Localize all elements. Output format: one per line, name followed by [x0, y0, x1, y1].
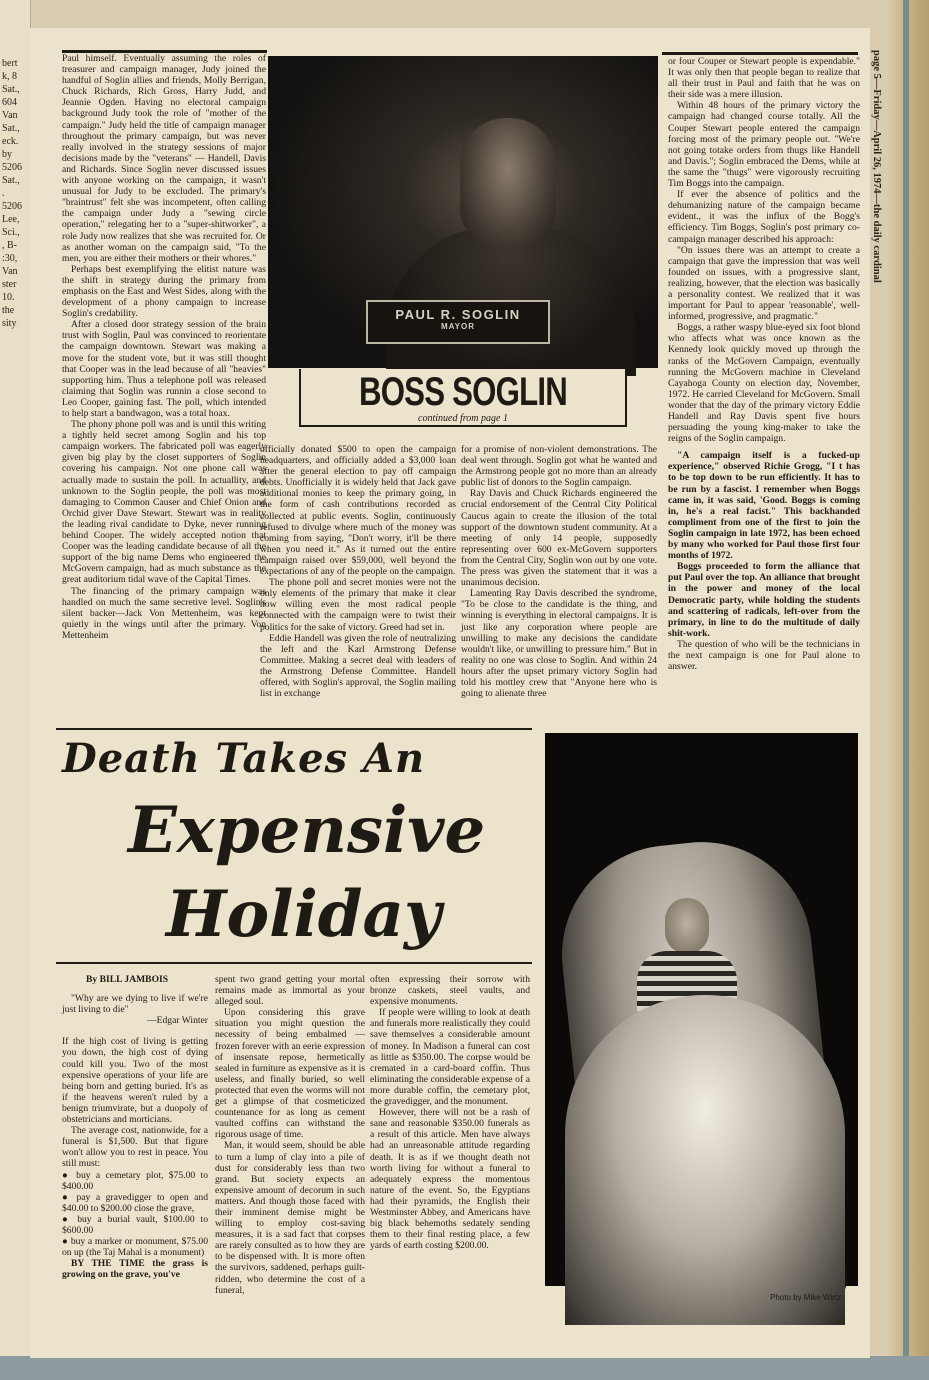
bullet-item: ● buy a cemetary plot, $75.00 to $400.00 — [62, 1169, 208, 1192]
edge-fragment: Sat., — [2, 175, 20, 186]
edge-fragment: Van — [2, 110, 18, 121]
folio-text: page 5—Friday—April 26, 1974—the daily cardinal — [871, 50, 882, 283]
edge-fragment: the — [2, 305, 15, 316]
edge-fragment: Sat., — [2, 84, 20, 95]
edge-fragment: . — [2, 188, 5, 199]
edge-fragment: by — [2, 149, 12, 160]
death-column-1 — [62, 974, 208, 1288]
death-column-3 — [370, 974, 530, 1288]
paragraph: If ever the absence of politics and the dehumanizing nature of the campaign became evident., it was the influx of the Bogg's efficiency. Tim Boggs, Soglin's post primary co-campaign manager described his approach: — [668, 189, 860, 245]
paragraph: Perhaps best exemplifying the elitist nature was the shift in strategy during the primary from emphasis on the East and West Sides, along with the development of a phony campaign to increase Soglin's credability. — [62, 263, 266, 320]
death-headline-line3: Holiday — [166, 877, 442, 952]
paragraph: Ray Davis and Chuck Richards engineered the crucial endorsement of the Central City Political Caucus again to create the illusion of the total support of the downtown student community. At a meeting of only 14 people, supposedly representing over 600 ex-McGovern supporters from the Central City, Soglin won out by one vote. The press was given the statement that it was a unanimous decision. — [461, 488, 657, 589]
rule — [662, 52, 858, 55]
soglin-photo — [268, 56, 658, 368]
boss-headline-box — [299, 369, 627, 427]
byline: By BILL JAMBOIS — [86, 974, 169, 985]
paragraph: The question of who will be the technicians in the next campaign is one for Paul alone to answer. — [668, 638, 860, 673]
boss-column-4 — [668, 56, 860, 718]
photo-credit: Photo by Mike Wirtz — [770, 1293, 842, 1302]
boss-column-3 — [461, 444, 657, 722]
epigraph-attribution: —Edgar Winter — [147, 1015, 208, 1027]
bullet-item: ● pay a gravedigger to open and $40.00 to $200.00 close the grave, — [62, 1191, 208, 1214]
bullet-item: ● buy a marker or monument, $75.00 on up (the Taj Mahal is a monument) — [62, 1236, 208, 1259]
boss-column-1 — [62, 53, 266, 719]
paragraph: The average cost, nationwide, for a funeral is $1,500. But that figure won't allow you to rest in peace. You still must: — [62, 1125, 208, 1170]
adjacent-page-edge — [0, 0, 31, 1380]
paragraph: If the high cost of living is getting you down, the high cost of dying could kill you. Two of the most expensive operations of your life are being born and getting buried. It's as if the heavens weren't ruled by a benign triumvirate, but a duopoly of obstetricians and morticians. — [62, 1036, 208, 1126]
edge-fragment: 5206 — [2, 162, 22, 173]
paragraph: BY THE TIME the grass is growing on the grave, you've — [62, 1258, 208, 1281]
paragraph: for a promise of non-violent demonstrations. The deal went through. Soglin got what he wanted and the Armstrong people got no more than an already public list of donors to the Soglin campaign. — [461, 444, 657, 489]
death-column-2 — [215, 974, 365, 1296]
edge-fragment: 604 — [2, 97, 17, 108]
edge-fragment: Van — [2, 266, 18, 277]
death-headline-line2: Expensive — [128, 793, 486, 868]
edge-fragment: bert — [2, 58, 18, 69]
edge-fragment: 10. — [2, 292, 15, 303]
paragraph: or four Couper or Stewart people is expendable." It was only then that people began to realize that all their trust in Paul and faith that he was on their side was a mere illusion. — [668, 56, 860, 101]
edge-fragment: Sat., — [2, 123, 20, 134]
paragraph: Man, it would seem, should be able to turn a lump of clay into a pile of dust for considerably less than two grand. But society expects an expensive amount of decorum in such matters. And though those faced with their imminent demise might be willing to employ cost-saving measures, it is a sad fact that corpses are rarely consulted as to how they are to be dispensed with. It is more often the survivors, saddened, perhaps guilt-ridden, who determine the cost of a funeral, — [215, 1140, 365, 1296]
paragraph: If people were willing to look at death and funerals more realistically they could save themselves a considerable amount of money. In Madison a funeral can cost as little as $350.00. The corpse would be cremated in a card-board coffin. Thus eliminating the considerable expense of a more durable coffin, the cemetary plot, the gravedigger, and the monument. — [370, 1007, 530, 1108]
rule — [56, 962, 532, 964]
nameplate — [366, 300, 550, 344]
edge-fragment: ster — [2, 279, 17, 290]
paragraph: The financing of the primary campaign was handled on much the same secretive level. Soglin's silent backer—Jack Von Mettenheim, was kept quietly in the wings until after the primary. Von Mettenheim — [62, 585, 266, 641]
paragraph: After a closed door strategy session of the brain trust with Soglin, Paul was convinced to reorientate the campaign downtown. Stewart was making a move for the student vote, but it was still thought that Cooper was in the lead because of all "heavies" supporting him. Thus a telephone poll was released claiming that Soglin was runnin a close second to Leo Cooper, gaining fast. The poll, which intended to help start a bandwagon, was a total hoax. — [62, 319, 266, 419]
paragraph: spent two grand getting your mortal remains made as immortal as your alleged soul. — [215, 974, 365, 1008]
paragraph: Lamenting Ray Davis described the syndrome, "To be close to the candidate is the thing, and winning is everything in electoral campaigns. It is just like any corporation where people are unwilling to make any decisions the candidate wouldn't like, or unwilling to pressure him." But in reality no one was close to Soglin. And within 24 hours after the upset primary victory Soglin had told his mottley crew that "Anyone here who is going to alienate three — [461, 588, 657, 700]
casket-photo — [545, 733, 858, 1286]
paragraph: Boggs, a rather waspy blue-eyed six foot blond who affects what was once known as the Kennedy look quickly moved up through the ranks of the McGovern Campaign, eventually running the McGovern machine in Cleveland Cayahoga County on election day, November, 1972. He carried Cleveland for McGovern. Small wonder that the day of the primary victory Eddie Handell and Ray Davis spent five hours persuading the young king-maker to take the reigns of the Soglin campaign. — [668, 322, 860, 445]
edge-fragment: , B- — [2, 240, 17, 251]
binding-edge — [889, 0, 929, 1380]
bullet-item: ● buy a burial vault, $100.00 to $600.00 — [62, 1213, 208, 1236]
paragraph: The phone poll and secret monies were not the only elements of the primary that make it clear how willing even the most radical people connected with the campaign were to twist their politics for the sake of victory. Greed had set in. — [260, 577, 456, 633]
nameplate-name: PAUL R. SOGLIN — [395, 307, 521, 322]
death-headline-line1: Death Takes An — [62, 735, 426, 782]
paragraph: officially donated $500 to open the campaign headquarters, and officially added a $3,000 loan after the general election to pay off campaign debts. Unofficially it is widely held that Jack gave additional monies to keep the primary going, in the form of cash contributions recorded as collected at public events. Soglin, continuously refused to divulge where much of the money was coming from saying, "Don't worry, it'll be there when you need it." As it turned out the entire campaign raised over $59,000, well beyond the expectations of any of the people on the campaign. — [260, 444, 456, 578]
edge-fragment: Sci., — [2, 227, 20, 238]
paragraph: Within 48 hours of the primary victory the campaign had changed course totally. All the Couper Stewart people entered the campaign forcing most of the primary people out. "We're not going totake orders from thugs like Handell and Davis."; Soglin embraced the Dems, while at the same the "thugs" were vigorously recruiting Tim Boggs into the campaign. — [668, 100, 860, 190]
page-folio — [868, 50, 882, 330]
boss-headline: BOSS SOGLIN — [358, 370, 568, 414]
rule — [56, 728, 532, 730]
paragraph: However, there will not be a rash of sane and reasonable $350.00 funerals as a result of this article. Men have always had an unreasonable attitude regarding death. It is as if we thought death not worth living for without a funeral to adequately express the momentous nature of the event. So, the Egyptians had their pyramids, the English their Westminster Abbey, and Americans have big black behemoths sedately sending them to their final resting place, a few yards of earth costing $200.00. — [370, 1107, 530, 1252]
edge-fragment: k, 8 — [2, 71, 17, 82]
paragraph: Upon considering this grave situation you might question the necessity of being embalmed — frozen forever with an eerie expression of insensate repose, hermetically sealed in furniture as expensive as it is useless, and finally buried, so well protected that even the worms will not get a glimpse of that cosmeticized countenance for as long as cement vaulted coffins can withstand the rigorous usage of time. — [215, 1007, 365, 1141]
paragraph: "On issues there was an attempt to create a campaign that gave the impression that was well founded on issues, with a progressive slant, realizing, however, that the election was basically a personality contest. We realized that it was important for Paul to appear 'reasonable', well-informed, progressive, and pragmatic." — [668, 244, 860, 323]
paragraph: Paul himself. Eventually assuming the roles of treasurer and campaign manager, Judy joined the handful of Soglin allies and friends, Molly Berrigan, Chuck Richards, Rich Gross, Harry Judd, and Jeannie Ogden. Having no electoral campaign background Judy took the role of "mother of the campaign." Judy held the title of campaign manager throughout the primary campaign, but was never really involved in the strategy sessions of major decisions made by the "veterans" — Handell, Davis and Richards. Since Soglin never discussed issues with anyone working on the campaign, it wasn't unusual for Judy to be excluded. The primary's "braintrust" felt she was incompetent, often calling the campaign under Judy a "sewing circle operation," relegating her to a "super-shitworker", a role Judy now realizes that she was recruited for. Or as another woman on the campaign said, "To the men, you are either their mothers or their whores." — [62, 53, 266, 264]
paragraph: Eddie Handell was given the role of neutralizing the left and the Karl Armstrong Defense Committee. Making a secret deal with leaders of the Armstrong Defense Committee. Handell offered, with Soglin's approval, the Soglin mailing list in exchange — [260, 632, 456, 700]
nameplate-title: MAYOR — [440, 322, 476, 331]
boss-column-2 — [260, 444, 456, 722]
edge-fragment: 5206 — [2, 201, 22, 212]
edge-fragment: eck. — [2, 136, 19, 147]
bottom-binding — [0, 1356, 929, 1380]
boss-subhead: continued from page 1 — [418, 413, 508, 424]
edge-fragment: :30, — [2, 253, 18, 264]
paragraph: The phony phone poll was and is until this writing a tightly held secret among Soglin and his top campaign workers. The fabricated poll was eagerly given big play by the closet supporters of Soglin covering his campaign. Not one phone call was actually made to sustain the poll. In actuallity, and unknown to the Soglin people, the poll was most damaging to Common Causer and Chief Onion and Orchid giver Dave Stewart. Stewart was in reality the leading rival candidate to Dyke, never running behind Cooper. The widely accepted notion that Cooper was the leading candidate because of all the support of the big name Dems who engineered the McGovern campaign, had as much substance as the great auditorium tidal wave of the Capital Times. — [62, 419, 266, 586]
paragraph: "A campaign itself is a fucked-up experience," observed Richie Grogg, "I t has to be top down to be run efficiently. It has to be run by a fascist. I remember when Boggs came in, it was said, 'Good. Boggs is coming in, he's a real facist." This backhanded compliment from one of the first to join the Soglin campaign in late 1972, has been echoed by many who worked for Paul those first four months of 1972. — [668, 450, 860, 562]
epigraph: "Why are we dying to live if we're just living to die" — [62, 993, 208, 1016]
paragraph: often expressing their sorrow with bronze caskets, steel vaults, and expensive monuments. — [370, 974, 530, 1008]
paragraph: Boggs proceeded to form the alliance that put Paul over the top. An alliance that brought in the power and money of the local Democratic party, while holding the students and scattering of radicals, left-over from the primary, in line to do the multitude of daily shit-work. — [668, 561, 860, 639]
edge-fragment: sity — [2, 318, 17, 329]
edge-fragment: Lee, — [2, 214, 20, 225]
